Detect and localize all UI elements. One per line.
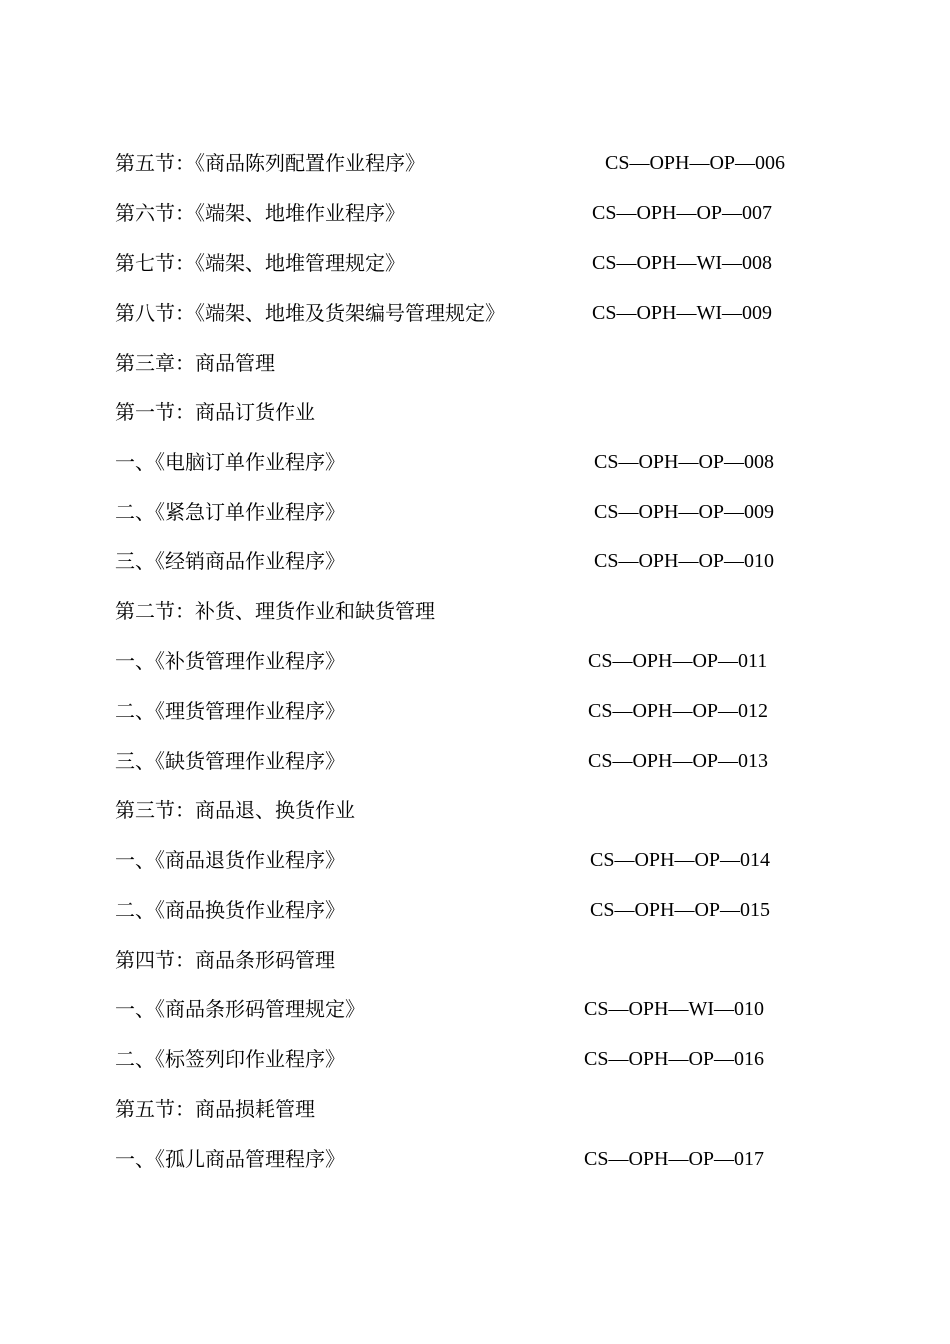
toc-section-heading: 第三节：商品退、换货作业	[115, 798, 355, 822]
doc-code: CS—OPH—OP—007	[592, 202, 773, 224]
toc-line-item: 三、《经销商品作业程序》	[115, 549, 345, 573]
doc-code: CS—OPH—WI—008	[592, 252, 773, 274]
doc-code: CS—OPH—WI—009	[592, 302, 773, 324]
toc-section-heading: 第四节：商品条形码管理	[115, 948, 335, 972]
toc-line-item: 二、《标签列印作业程序》	[115, 1047, 345, 1071]
toc-chapter-heading: 第三章：商品管理	[115, 351, 275, 375]
toc-line-item: 三、《缺货管理作业程序》	[115, 749, 345, 773]
toc-line-section-5: 第五节：《商品陈列配置作业程序》	[115, 151, 425, 175]
doc-code: CS—OPH—WI—010	[584, 998, 765, 1020]
toc-line-item: 一、《补货管理作业程序》	[115, 649, 345, 673]
doc-code: CS—OPH—OP—008	[594, 451, 775, 473]
doc-code: CS—OPH—OP—011	[588, 650, 768, 672]
toc-line-section-6: 第六节：《端架、地堆作业程序》	[115, 201, 405, 225]
toc-line-section-7: 第七节：《端架、地堆管理规定》	[115, 251, 405, 275]
doc-code: CS—OPH—OP—014	[590, 849, 771, 871]
doc-code: CS—OPH—OP—017	[584, 1148, 765, 1170]
doc-code: CS—OPH—OP—010	[594, 550, 775, 572]
toc-line-item: 一、《电脑订单作业程序》	[115, 450, 345, 474]
toc-line-item: 二、《理货管理作业程序》	[115, 699, 345, 723]
toc-line-item: 一、《商品条形码管理规定》	[115, 997, 365, 1021]
toc-section-heading: 第五节：商品损耗管理	[115, 1097, 315, 1121]
doc-code: CS—OPH—OP—016	[584, 1048, 765, 1070]
toc-line-item: 二、《紧急订单作业程序》	[115, 500, 345, 524]
toc-line-item: 一、《商品退货作业程序》	[115, 848, 345, 872]
toc-line-section-8: 第八节：《端架、地堆及货架编号管理规定》	[115, 301, 505, 325]
doc-code: CS—OPH—OP—015	[590, 899, 771, 921]
doc-code: CS—OPH—OP—006	[605, 152, 786, 174]
toc-line-item: 一、《孤儿商品管理程序》	[115, 1147, 345, 1171]
doc-code: CS—OPH—OP—009	[594, 501, 775, 523]
toc-section-heading: 第一节：商品订货作业	[115, 400, 315, 424]
toc-line-item: 二、《商品换货作业程序》	[115, 898, 345, 922]
toc-section-heading: 第二节：补货、理货作业和缺货管理	[115, 599, 435, 623]
doc-code: CS—OPH—OP—013	[588, 750, 769, 772]
doc-code: CS—OPH—OP—012	[588, 700, 769, 722]
